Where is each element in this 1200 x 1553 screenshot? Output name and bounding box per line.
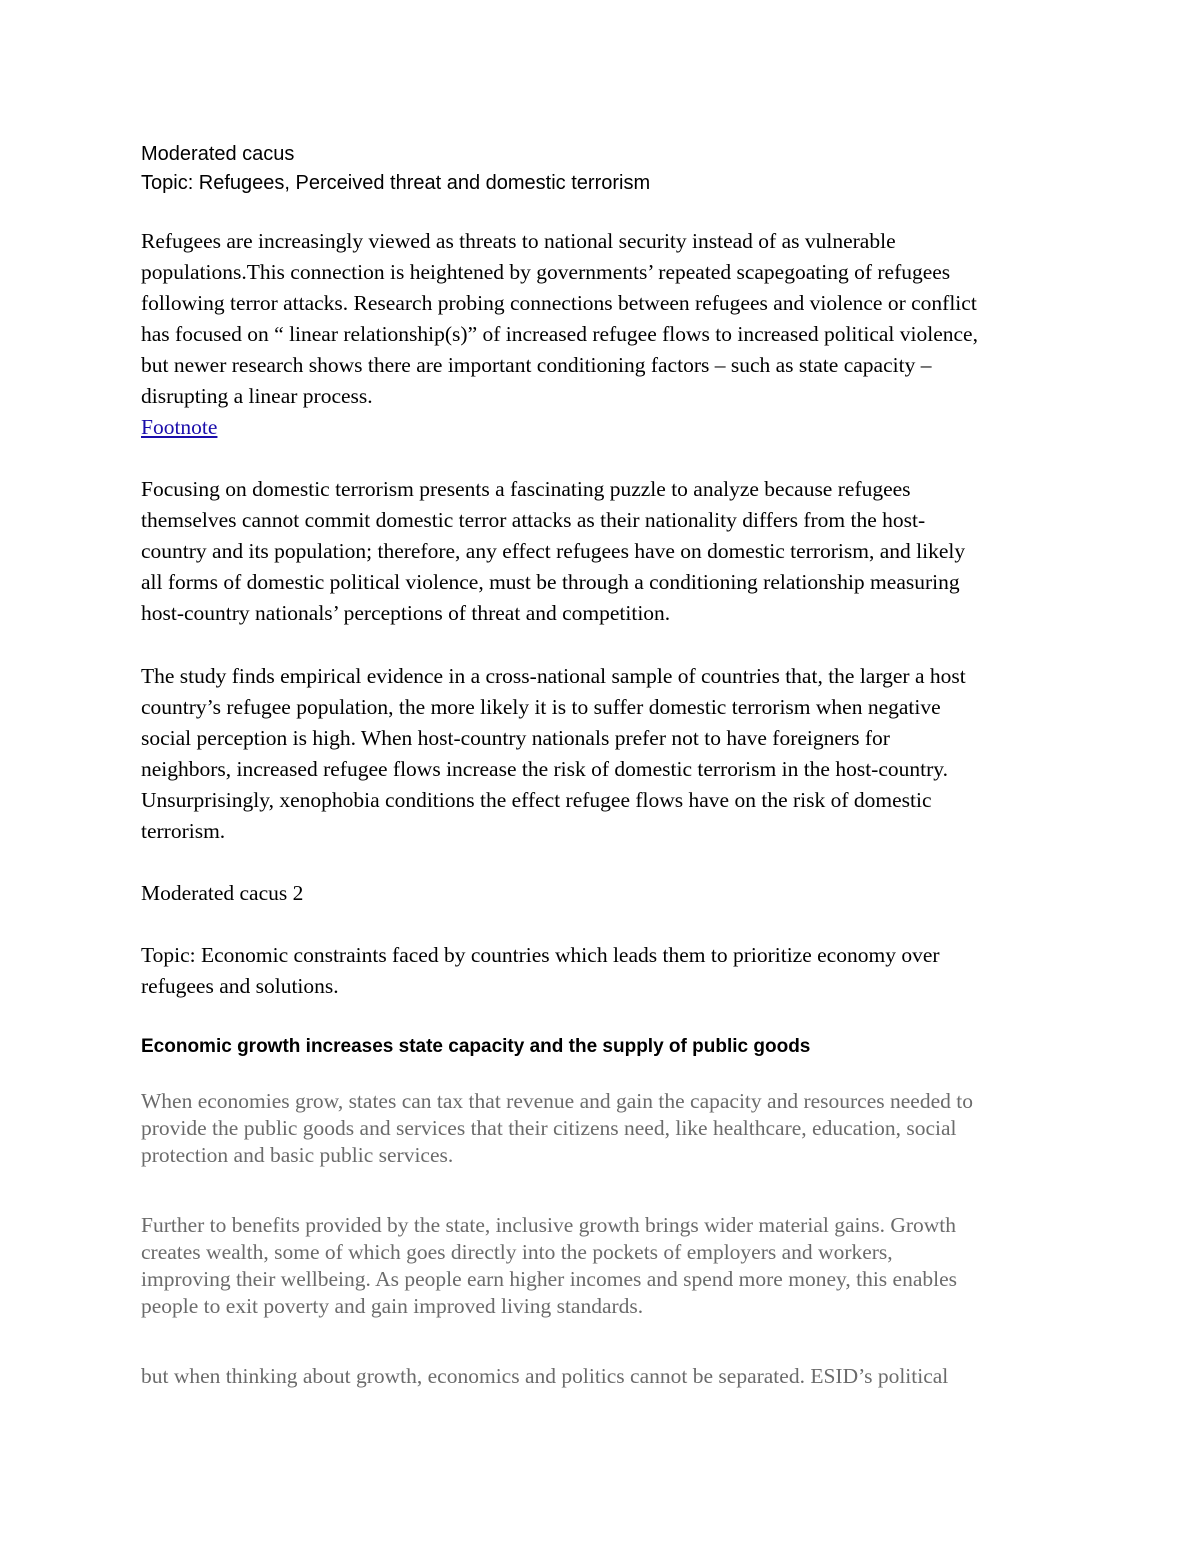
paragraph-line: Refugees are increasingly viewed as threats to national security instead of as vulnerable [141, 229, 896, 253]
paragraph-line: social perception is high. When host-country nationals prefer not to have foreigners for [141, 726, 890, 750]
paragraph-line: neighbors, increased refugee flows increase the risk of domestic terrorism in the host-country. [141, 757, 948, 781]
paragraph-line: protection and basic public services. [141, 1143, 454, 1167]
paragraph-line: but when thinking about growth, economics and politics cannot be separated. ESID’s political [141, 1364, 949, 1388]
heading-block-1 [141, 140, 650, 198]
topic-line: refugees and solutions. [141, 974, 339, 998]
heading-title-1: Moderated cacus [141, 143, 295, 165]
paragraph-line: themselves cannot commit domestic terror attacks as their nationality differs from the host- [141, 508, 926, 532]
heading-topic-1: Topic: Refugees, Perceived threat and domestic terrorism [141, 172, 651, 194]
paragraph-line: country’s refugee population, the more likely it is to suffer domestic terrorism when negative [141, 695, 941, 719]
paragraph-line: disrupting a linear process. [141, 384, 373, 408]
paragraph-line: When economies grow, states can tax that revenue and gain the capacity and resources needed to [141, 1089, 973, 1113]
paragraph-line: but newer research shows there are important conditioning factors – such as state capacity – [141, 353, 932, 377]
paragraph-line: following terror attacks. Research probing connections between refugees and violence or conflict [141, 291, 977, 315]
paragraph-line: Unsurprisingly, xenophobia conditions the effect refugee flows have on the risk of domestic [141, 788, 932, 812]
paragraph-line: country and its population; therefore, any effect refugees have on domestic terrorism, and likely [141, 539, 966, 563]
paragraph-line: Focusing on domestic terrorism presents a fascinating puzzle to analyze because refugees [141, 477, 911, 501]
paragraph-line: populations.This connection is heightened by governments’ repeated scapegoating of refugees [141, 260, 951, 284]
paragraph-line: Further to benefits provided by the state, inclusive growth brings wider material gains. Growth [141, 1213, 957, 1237]
paragraph-study-findings [141, 661, 966, 847]
paragraph-line: host-country nationals’ perceptions of threat and competition. [141, 601, 671, 625]
paragraph-line: terrorism. [141, 819, 226, 843]
heading-block-2 [141, 878, 303, 909]
footnote-link[interactable]: Footnote [141, 415, 218, 439]
topic-line: Topic: Economic constraints faced by countries which leads them to prioritize economy over [141, 943, 940, 967]
paragraph-line: all forms of domestic political violence, must be through a conditioning relationship measuring [141, 570, 960, 594]
paragraph-inclusive-growth [141, 1212, 957, 1320]
paragraph-line: improving their wellbeing. As people earn higher incomes and spend more money, this enables [141, 1267, 958, 1291]
paragraph-refugees-threat [141, 226, 978, 443]
paragraph-domestic-terrorism [141, 474, 965, 629]
paragraph-growth-politics [141, 1363, 948, 1390]
paragraph-line: has focused on “ linear relationship(s)” of increased refugee flows to increased political violence, [141, 322, 978, 346]
heading-title-2: Moderated cacus 2 [141, 881, 304, 905]
heading-topic-2 [141, 940, 940, 1002]
paragraph-economic-growth [141, 1088, 973, 1169]
paragraph-line: people to exit poverty and gain improved living standards. [141, 1294, 644, 1318]
section-heading: Economic growth increases state capacity and the supply of public goods [141, 1036, 811, 1057]
paragraph-line: The study finds empirical evidence in a cross-national sample of countries that, the larger a host [141, 664, 966, 688]
paragraph-line: creates wealth, some of which goes directly into the pockets of employers and workers, [141, 1240, 893, 1264]
paragraph-line: provide the public goods and services that their citizens need, like healthcare, education, social [141, 1116, 957, 1140]
